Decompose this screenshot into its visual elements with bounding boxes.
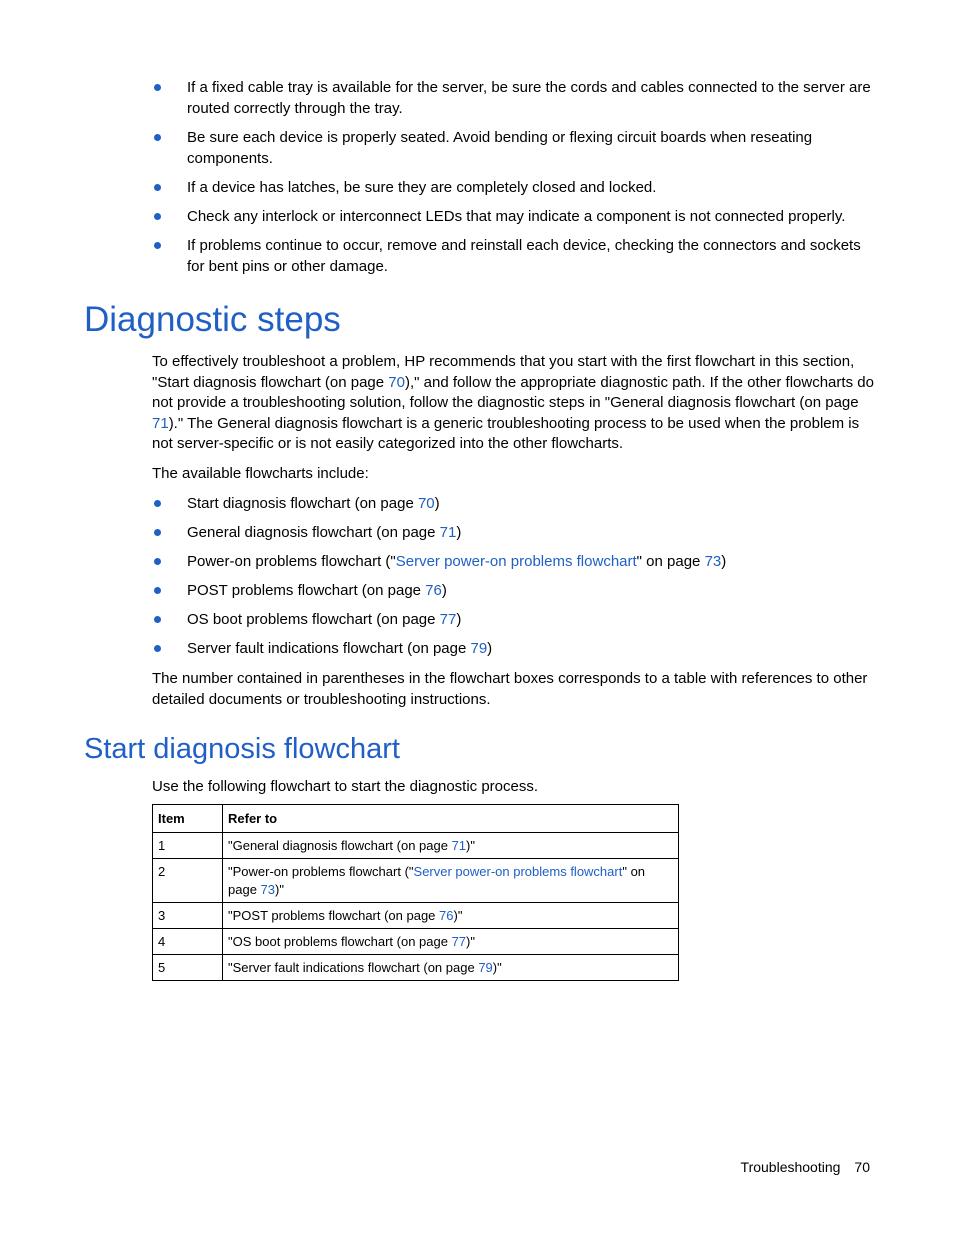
bullet-icon (154, 134, 161, 141)
list-item: POST problems flowchart (on page 76) (152, 580, 874, 601)
list-item: Check any interlock or interconnect LEDs that may indicate a component is not connected properly. (152, 206, 874, 227)
list-item: Be sure each device is properly seated. Avoid bending or flexing circuit boards when reseating components. (152, 127, 874, 169)
item-cell: 3 (153, 903, 223, 929)
page-link[interactable]: 77 (451, 934, 467, 949)
refer-cell: "Server fault indications flowchart (on page 79)" (223, 955, 679, 981)
section-heading-diagnostic-steps: Diagnostic steps (84, 300, 341, 339)
page-number: 70 (854, 1159, 870, 1175)
page-footer (741, 1157, 870, 1177)
bullet-icon (154, 242, 161, 249)
bullet-icon (154, 558, 161, 565)
list-item: If a device has latches, be sure they are completely closed and locked. (152, 177, 874, 198)
list-item: If problems continue to occur, remove and reinstall each device, checking the connectors and sockets for bent pins or other damage. (152, 235, 874, 277)
reference-table (152, 804, 679, 981)
table-intro: Use the following flowchart to start the diagnostic process. (152, 778, 539, 795)
item-cell: 2 (153, 859, 223, 903)
page-link[interactable]: 79 (478, 960, 493, 975)
list-item: Power-on problems flowchart ("Server power-on problems flowchart" on page 73) (152, 551, 874, 572)
available-flowcharts-label: The available flowcharts include: (152, 465, 369, 482)
page-link[interactable]: 77 (439, 611, 457, 628)
flowchart-list (152, 493, 874, 667)
table-header-row (153, 805, 679, 833)
page-link[interactable]: 71 (451, 838, 467, 853)
table-row (153, 955, 679, 981)
item-cell: 5 (153, 955, 223, 981)
bullet-icon (154, 500, 161, 507)
precaution-list (152, 77, 874, 285)
section-heading-start-diagnosis: Start diagnosis flowchart (84, 733, 400, 765)
bullet-icon (154, 184, 161, 191)
item-cell: 4 (153, 929, 223, 955)
table-row (153, 929, 679, 955)
bullet-icon (154, 587, 161, 594)
page-link-71[interactable]: 71 (152, 414, 169, 432)
intro-paragraph: To effectively troubleshoot a problem, HP recommends that you start with the first flowchart in this section, "Start diagnosis flowchart (on page 70)," and follow the appropriate diagnostic path. If the other flowcharts do not provide a troubleshooting solution, follow the diagnostic steps in "General diagnosis flowchart (on page 71)." The General diagnosis flowchart is a generic troubleshooting process to be used when the problem is not server-specific or is not easily categorized into the other flowcharts. (152, 353, 874, 453)
refer-cell: "POST problems flowchart (on page 76)" (223, 903, 679, 929)
column-header-item: Item (153, 805, 223, 833)
page-link[interactable]: 71 (439, 524, 457, 541)
page-link-70[interactable]: 70 (388, 373, 405, 391)
table-row (153, 833, 679, 859)
bullet-icon (154, 213, 161, 220)
item-cell: 1 (153, 833, 223, 859)
page-link[interactable]: 70 (417, 495, 435, 512)
table-row (153, 859, 679, 903)
page-link[interactable]: 73 (260, 882, 276, 897)
parentheses-note: The number contained in parentheses in the flowchart boxes corresponds to a table with references to other detailed documents or troubleshooting instructions. (152, 670, 868, 708)
page-link[interactable]: 79 (470, 640, 488, 657)
bullet-icon (154, 84, 161, 91)
refer-cell: "General diagnosis flowchart (on page 71)" (223, 833, 679, 859)
list-item: OS boot problems flowchart (on page 77) (152, 609, 874, 630)
list-item: General diagnosis flowchart (on page 71) (152, 522, 874, 543)
list-item: Start diagnosis flowchart (on page 70) (152, 493, 874, 514)
bullet-icon (154, 645, 161, 652)
table-row (153, 903, 679, 929)
column-header-refer-to: Refer to (223, 805, 679, 833)
page-link[interactable]: 76 (439, 908, 454, 923)
bullet-icon (154, 529, 161, 536)
bullet-icon (154, 616, 161, 623)
title-link[interactable]: Server power-on problems flowchart (413, 864, 623, 879)
refer-cell: "Power-on problems flowchart ("Server power-on problems flowchart" on page 73)" (223, 859, 679, 903)
list-item: If a fixed cable tray is available for the server, be sure the cords and cables connected to the server are routed correctly through the tray. (152, 77, 874, 119)
refer-cell: "OS boot problems flowchart (on page 77)" (223, 929, 679, 955)
list-item: Server fault indications flowchart (on page 79) (152, 638, 874, 659)
footer-section-name: Troubleshooting (740, 1159, 841, 1175)
title-link[interactable]: Server power-on problems flowchart (395, 553, 637, 570)
page-link[interactable]: 76 (425, 582, 442, 599)
page-link[interactable]: 73 (704, 553, 722, 570)
